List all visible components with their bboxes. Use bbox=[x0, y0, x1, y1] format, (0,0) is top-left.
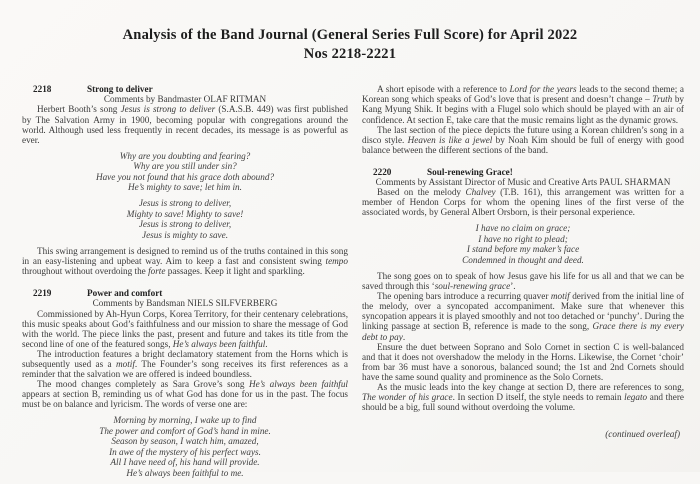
paragraph bbox=[362, 125, 684, 155]
verse-line: He’s mighty to save; let him in. bbox=[128, 182, 242, 193]
verse-block bbox=[362, 223, 684, 265]
paragraph bbox=[22, 246, 348, 276]
text-run: The wonder of his grace bbox=[362, 392, 453, 403]
text-run: Commissioned by Ah-Hyun Corps, Korea Territory, for their centenary celebrations, this music speaks about God’s faithfulness and our mission to share the message of God with the world. The piece links the past, present and future and takes its title from the second line of one of the featured songs, bbox=[22, 308, 348, 349]
text-run: motif bbox=[115, 359, 135, 369]
title-line-1: Analysis of the Band Journal (General Series Full Score) for April 2022 bbox=[122, 27, 578, 43]
byline: Comments by Assistant Director of Music and Creative Arts PAUL SHARMAN bbox=[375, 177, 671, 187]
paragraph bbox=[22, 104, 348, 144]
text-run: He’s always been faithful bbox=[172, 338, 266, 349]
verse-line: Jesus is strong to deliver, bbox=[138, 219, 232, 230]
column-left bbox=[22, 84, 348, 484]
text-run: A short episode with a reference to bbox=[377, 84, 510, 95]
verse-line: Condemned in thought and deed. bbox=[462, 254, 584, 265]
paragraph bbox=[22, 379, 348, 409]
text-run: Lord for the years bbox=[509, 84, 577, 95]
paragraph bbox=[362, 382, 684, 412]
section-title: Soul-renewing Grace! bbox=[427, 166, 513, 177]
text-run: soul-renewing grace bbox=[434, 281, 511, 292]
verse-block bbox=[22, 151, 348, 193]
verse-line: The power and comfort of God’s hand in mine. bbox=[99, 425, 271, 436]
text-run: passages. Keep it light and sparkling. bbox=[165, 266, 305, 277]
text-run: derived from the initial line of the melody, over a syncopated accompaniment. Make sure that whenever this syncopation appears it is played smoothly and not too detached or ‘punchy’. During the linking passage at section B, reference is made to the song, bbox=[362, 291, 684, 332]
verse-line: Why are you still under sin? bbox=[133, 161, 237, 172]
verse-block bbox=[22, 198, 348, 240]
text-run: (T.B. 161), this arrangement was written for a member of Hendon Corps for whom the opening lines of the first verse of the associated words, by General Albert Orsborn, is their personal experience. bbox=[362, 187, 684, 218]
text-run: This swing arrangement is designed to remind us of the truths contained in this song in an easy-listening and upbeat way. Aim to keep a fast and consistent swing bbox=[22, 246, 348, 267]
text-run: by Noah Kim should be full of energy with good balance between the different sections of the band. bbox=[362, 134, 684, 155]
verse-line: I have no right to plead; bbox=[478, 233, 568, 244]
verse-line: Mighty to save! Mighty to save! bbox=[126, 208, 244, 219]
text-run: The opening bars introduce a recurring quaver bbox=[377, 291, 551, 302]
section-number: 2219 bbox=[33, 288, 52, 299]
paragraph bbox=[362, 291, 684, 341]
verse-line: Jesus is mighty to save. bbox=[142, 229, 228, 240]
verse-block bbox=[22, 415, 348, 477]
verse-line: I stand before my maker’s face bbox=[466, 244, 580, 255]
text-run: and there should be a big, full sound without overdoing the volume. bbox=[362, 392, 684, 413]
text-run: motif bbox=[550, 291, 570, 302]
text-run: Herbert Booth’s song bbox=[37, 104, 121, 115]
two-column-body bbox=[0, 84, 700, 484]
text-run: . bbox=[265, 338, 268, 349]
section-title: Strong to deliver bbox=[87, 84, 153, 95]
text-run: Chalvey bbox=[465, 187, 496, 198]
text-run: legato bbox=[624, 392, 648, 403]
text-run: Jesus is strong to deliver bbox=[120, 104, 216, 115]
section-title: Power and comfort bbox=[87, 288, 163, 299]
paragraph bbox=[362, 84, 684, 124]
verse-line: All I have need of, his hand will provide. bbox=[110, 457, 260, 468]
text-run: The song goes on to speak of how Jesus gave his life for us all and that we can be saved through this ‘ bbox=[362, 271, 684, 292]
verse-line: Why are you doubting and fearing? bbox=[119, 150, 251, 161]
verse-line: He’s always been faithful to me. bbox=[126, 467, 244, 478]
byline: Comments by Bandsman NIELS SILFVERBERG bbox=[92, 298, 278, 309]
text-run: ’. bbox=[510, 281, 516, 292]
text-run: leads to the second theme; a Korean song which speaks of God’s love that is present and doesn’t change – bbox=[362, 84, 684, 105]
text-run: (S.A.S.B. 449) was first published by The Salvation Army in 1900, becoming popular with congregations around the world. Although used less frequently in recent decades, its message is as powerful as ever. bbox=[22, 104, 349, 145]
text-run: . The Founder’s song receives its first references as a reminder that the salvation we are offered is indeed boundless. bbox=[22, 359, 349, 380]
text-run: He’s always been faithful bbox=[248, 379, 348, 390]
verse-line: Morning by morning, I wake up to find bbox=[113, 415, 257, 426]
footer-note: (continued overleaf) bbox=[605, 429, 680, 439]
paragraph bbox=[22, 309, 348, 349]
text-run: Grace there is my every debt to pay bbox=[362, 321, 684, 342]
text-run: Heaven is like a jewel bbox=[407, 134, 493, 145]
section-number: 2220 bbox=[373, 166, 392, 177]
text-run: . bbox=[402, 331, 406, 342]
byline: Comments by Bandmaster OLAF RITMAN bbox=[103, 94, 267, 105]
section-spacer bbox=[22, 276, 348, 288]
paragraph bbox=[362, 187, 684, 217]
section-2218-heading bbox=[22, 84, 348, 94]
section-2220-heading bbox=[362, 167, 684, 177]
section-2219-heading bbox=[22, 288, 348, 298]
paragraph bbox=[22, 349, 348, 379]
text-run: The last section of the piece depicts the future using a Korean children’s song in a disco style. bbox=[362, 124, 684, 145]
column-right bbox=[362, 84, 684, 484]
text-run: Truth bbox=[652, 94, 673, 105]
text-run: The introduction features a bright declamatory statement from the Horns which is subsequently used as a bbox=[22, 348, 348, 369]
text-run: forte bbox=[148, 266, 166, 277]
text-run: throughout without overdoing the bbox=[22, 266, 149, 277]
page-title bbox=[0, 0, 700, 64]
title-line-2: Nos 2218-2221 bbox=[303, 46, 397, 63]
section-spacer bbox=[362, 155, 684, 167]
verse-line: Season by season, I watch him, amazed, bbox=[111, 436, 259, 447]
paragraph bbox=[362, 271, 684, 291]
verse-line: Jesus is strong to deliver, bbox=[138, 198, 232, 209]
verse-line: In awe of the mystery of his perfect ways. bbox=[109, 446, 261, 457]
paragraph bbox=[362, 342, 684, 382]
text-run: Based on the melody bbox=[377, 187, 466, 198]
text-run: tempo bbox=[325, 256, 348, 267]
verse-line: Have you not found that his grace doth abound? bbox=[95, 171, 275, 182]
text-run: . In section D itself, the style needs to remain bbox=[452, 392, 625, 403]
text-run: appears at section B, reminding us of what God has done for us in the past. The focus must be on balance and lyricism. The words of verse one are: bbox=[22, 389, 348, 410]
verse-line: I have no claim on grace; bbox=[475, 223, 571, 234]
text-run: Ensure the duet between Soprano and Solo Cornet in section C is well-balanced and that it does not overshadow the melody in the Horns. Likewise, the Cornet ‘choir’ from bar 36 must have a sonorous, balanced sound; the 1st and 2nd Cornets should have the same sound quality and prominence as the Solo Cornets. bbox=[362, 341, 684, 382]
section-number: 2218 bbox=[33, 84, 52, 95]
text-run: As the music leads into the key change at section D, there are references to song, bbox=[377, 382, 684, 393]
text-run: by Kang Myung Shik. It begins with a Flugel solo which should be played with an air of confidence. At section E, take care that the music remains light as the dynamic grows. bbox=[362, 94, 685, 125]
text-run: The mood changes completely as Sara Grove’s song bbox=[37, 379, 249, 390]
